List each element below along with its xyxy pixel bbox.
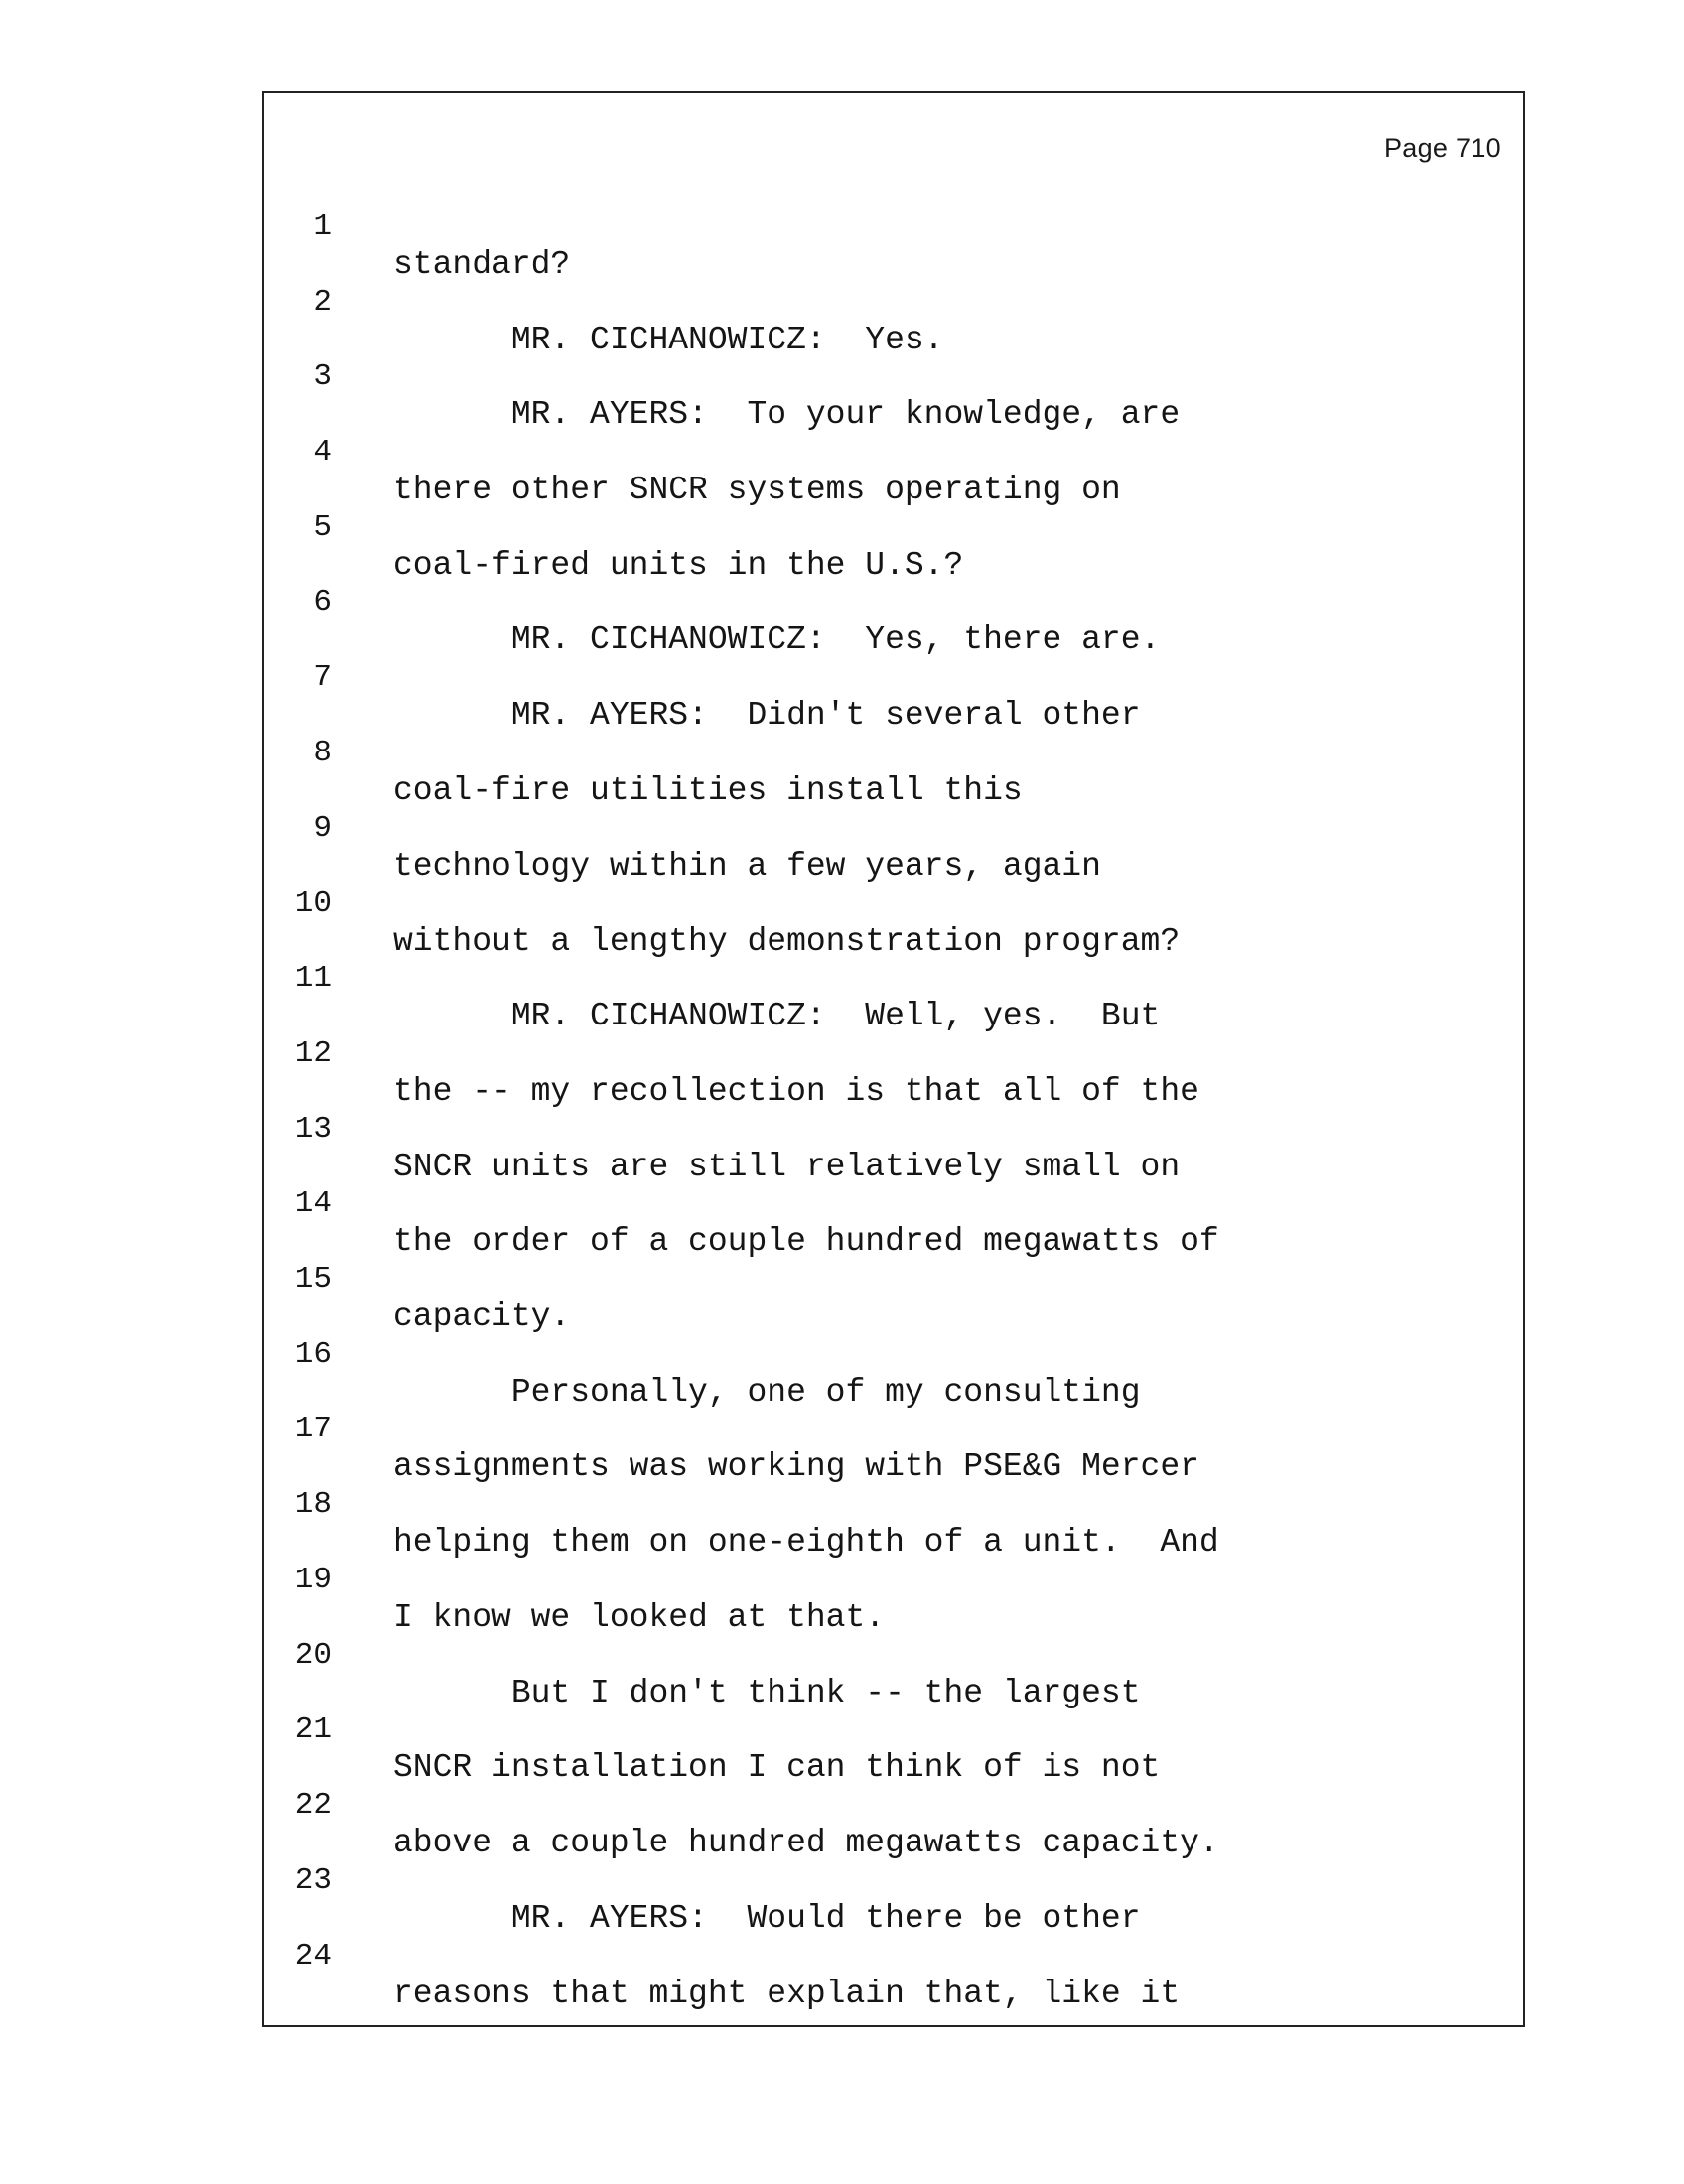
- line-number: 21: [294, 1712, 332, 1747]
- transcript-line: [264, 924, 1523, 1034]
- transcript-line: [264, 474, 1523, 584]
- transcript-line: [264, 1150, 1523, 1260]
- line-number: 6: [313, 585, 332, 619]
- line-number: 7: [313, 660, 332, 695]
- line-text: helping them on one-eighth of a unit. And: [393, 1524, 1219, 1561]
- transcript-page: [262, 91, 1525, 2027]
- transcript-line: [264, 1300, 1523, 1411]
- transcript-line: [264, 173, 1523, 283]
- line-text: standard?: [393, 246, 571, 283]
- transcript-body: [264, 93, 1523, 2025]
- line-text: assignments was working with PSE&G Mercer: [393, 1448, 1199, 1485]
- line-text: coal-fire utilities install this: [393, 772, 1023, 809]
- transcript-line: [264, 1902, 1523, 2012]
- transcript-line: [264, 1000, 1523, 1110]
- line-text: coal-fired units in the U.S.?: [393, 547, 964, 584]
- line-text: Personally, one of my consulting: [393, 1374, 1141, 1411]
- line-number: 18: [294, 1487, 332, 1522]
- line-text: capacity.: [393, 1298, 571, 1335]
- transcript-line: [264, 248, 1523, 358]
- line-number: 5: [313, 510, 332, 545]
- line-text: there other SNCR systems operating on: [393, 472, 1121, 508]
- transcript-line: [264, 1751, 1523, 1861]
- line-number: 14: [294, 1186, 332, 1221]
- line-number: 13: [294, 1112, 332, 1147]
- transcript-line: [264, 1225, 1523, 1335]
- transcript-line: [264, 623, 1523, 734]
- line-text: MR. CICHANOWICZ: Yes, there are.: [393, 621, 1161, 658]
- line-text: without a lengthy demonstration program?: [393, 923, 1181, 960]
- transcript-line: [264, 774, 1523, 885]
- line-text: I know we looked at that.: [393, 1599, 886, 1636]
- line-text: technology within a few years, again: [393, 848, 1101, 885]
- line-text: MR. CICHANOWICZ: Yes.: [393, 322, 944, 358]
- line-text: MR. AYERS: Would there be other: [393, 1900, 1141, 1937]
- line-number: 17: [294, 1412, 332, 1446]
- line-text: But I don't think -- the largest: [393, 1675, 1141, 1711]
- transcript-line: [264, 850, 1523, 960]
- line-text: MR. AYERS: Didn't several other: [393, 697, 1141, 734]
- transcript-line: [264, 548, 1523, 658]
- line-text: MR. AYERS: To your knowledge, are: [393, 396, 1181, 433]
- line-text: reasons that might explain that, like it: [393, 1976, 1181, 2012]
- line-number: 23: [294, 1863, 332, 1898]
- line-text: above a couple hundred megawatts capacity.: [393, 1825, 1219, 1861]
- transcript-line: [264, 398, 1523, 508]
- transcript-line: [264, 1450, 1523, 1561]
- line-number: 15: [294, 1262, 332, 1297]
- line-text: the order of a couple hundred megawatts of: [393, 1223, 1219, 1260]
- line-number: 3: [313, 359, 332, 394]
- line-number: 12: [294, 1036, 332, 1071]
- transcript-line: [264, 1601, 1523, 1711]
- line-number: 20: [294, 1638, 332, 1673]
- transcript-line: [264, 323, 1523, 433]
- page-number: Page 710: [1383, 133, 1501, 163]
- line-text: the -- my recollection is that all of the: [393, 1073, 1199, 1110]
- line-number: 10: [294, 887, 332, 921]
- transcript-line: [264, 1827, 1523, 1937]
- line-number: 9: [313, 811, 332, 846]
- line-number: 16: [294, 1337, 332, 1372]
- transcript-line: [264, 1075, 1523, 1185]
- transcript-line: [264, 1676, 1523, 1786]
- transcript-line: [264, 699, 1523, 809]
- line-number: 4: [313, 435, 332, 470]
- transcript-line: [264, 1375, 1523, 1485]
- transcript-line: [264, 1526, 1523, 1636]
- line-text: SNCR installation I can think of is not: [393, 1749, 1161, 1786]
- line-text: SNCR units are still relatively small on: [393, 1149, 1181, 1185]
- line-number: 24: [294, 1939, 332, 1974]
- line-number: 8: [313, 736, 332, 770]
- line-number: 2: [313, 285, 332, 320]
- line-number: 22: [294, 1788, 332, 1823]
- line-number: 1: [313, 209, 332, 244]
- line-number: 19: [294, 1563, 332, 1597]
- line-number: 11: [294, 961, 332, 996]
- line-text: MR. CICHANOWICZ: Well, yes. But: [393, 998, 1161, 1034]
